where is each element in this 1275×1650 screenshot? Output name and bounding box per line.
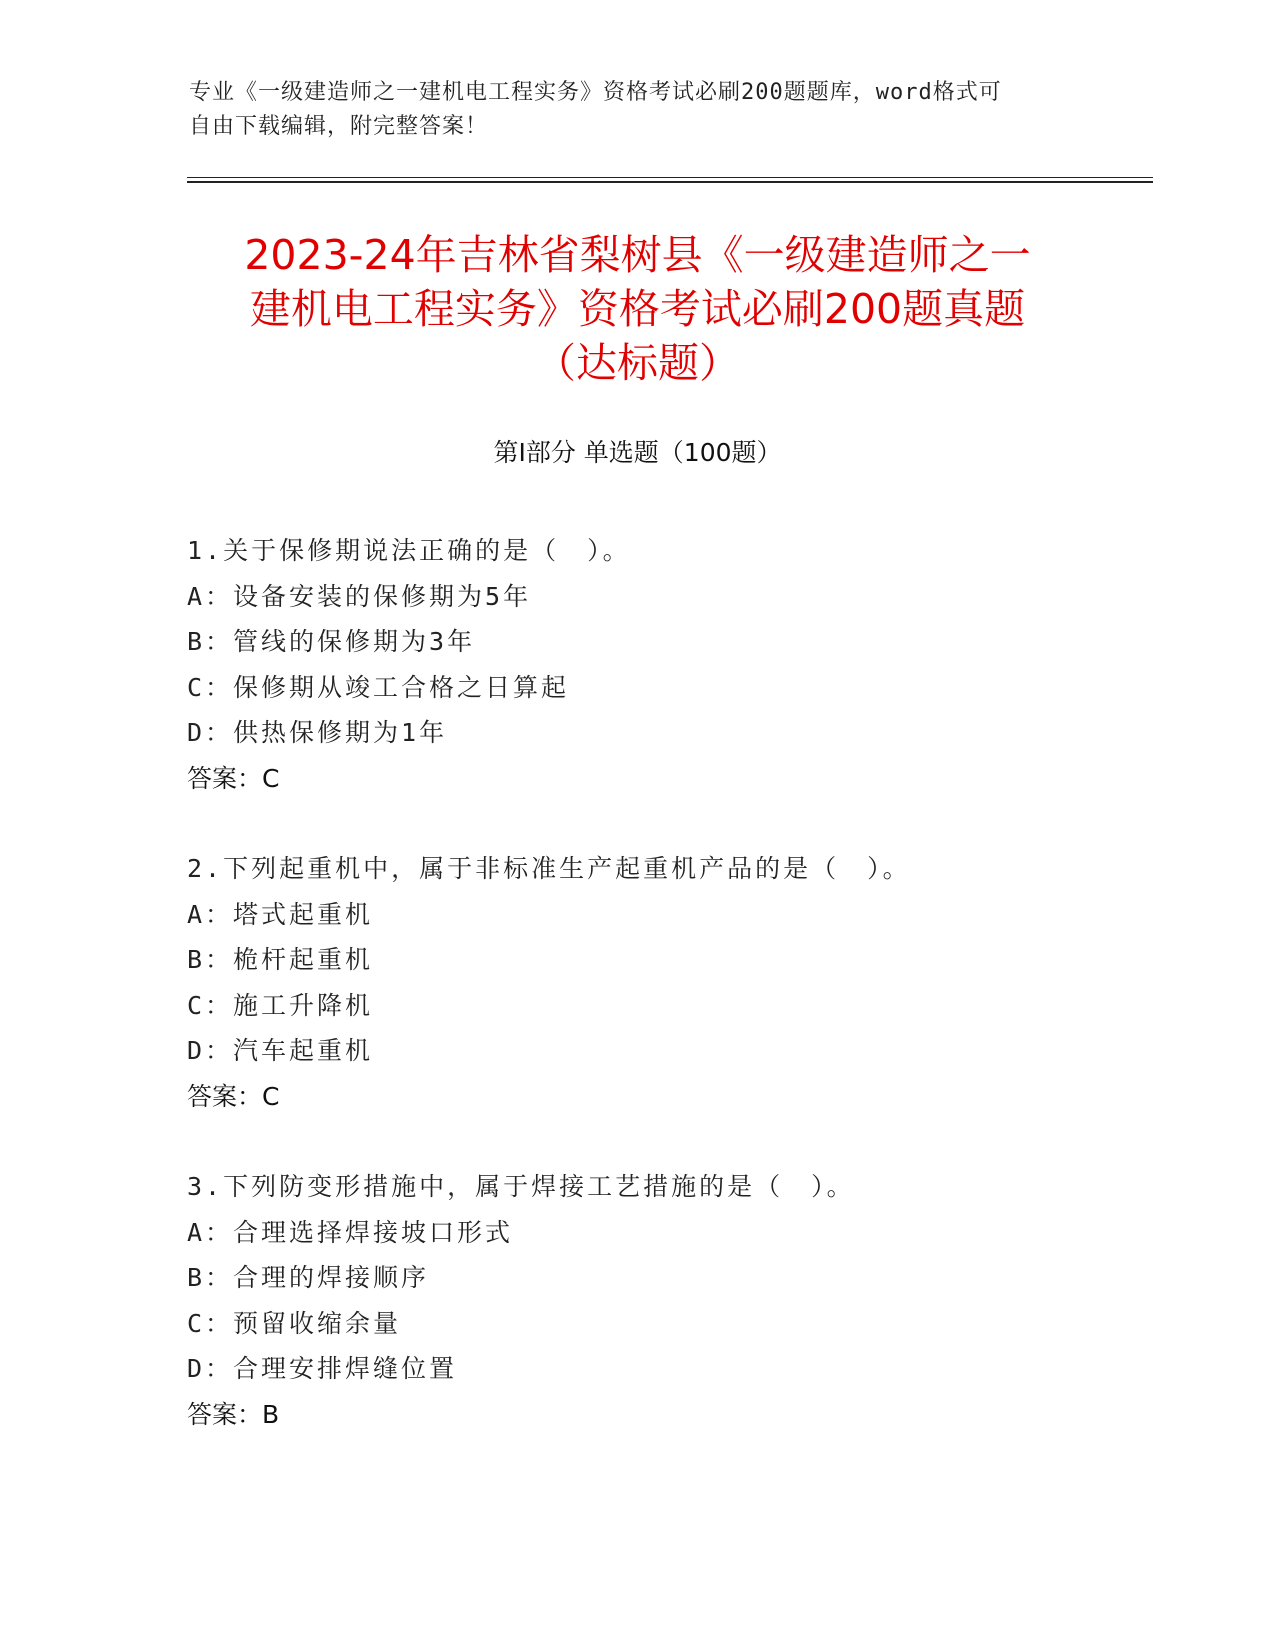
header-divider-thick bbox=[187, 181, 1153, 183]
option-b: B：合理的焊接顺序 bbox=[187, 1263, 430, 1292]
option-d: D：汽车起重机 bbox=[187, 1036, 374, 1065]
document-title-line-2: 建机电工程实务》资格考试必刷200题真题 bbox=[249, 285, 1026, 333]
question-stem: 3.下列防变形措施中，属于焊接工艺措施的是（ ）。 bbox=[187, 1172, 855, 1201]
section-heading: 第Ⅰ部分 单选题（100题） bbox=[493, 438, 782, 467]
header-note-line-1: 专业《一级建造师之一建机电工程实务》资格考试必刷200题题库，word格式可 bbox=[189, 80, 1002, 105]
header-note bbox=[189, 76, 1069, 144]
question-stem: 2.下列起重机中，属于非标准生产起重机产品的是（ ）。 bbox=[187, 854, 911, 883]
header-note-line-2: 自由下载编辑，附完整答案！ bbox=[189, 114, 489, 139]
document-title bbox=[160, 228, 1115, 390]
document-title-line-1: 2023-24年吉林省梨树县《一级建造师之一 bbox=[244, 231, 1031, 279]
option-d: D：合理安排焊缝位置 bbox=[187, 1354, 458, 1383]
option-a: A：合理选择焊接坡口形式 bbox=[187, 1217, 514, 1247]
option-a: A：设备安装的保修期为5年 bbox=[187, 581, 532, 611]
option-c: C：保修期从竣工合格之日算起 bbox=[187, 672, 570, 702]
option-c: C：预留收缩余量 bbox=[187, 1308, 402, 1338]
question-block bbox=[187, 846, 1137, 1119]
option-c: C：施工升降机 bbox=[187, 990, 374, 1020]
option-a: A：塔式起重机 bbox=[187, 899, 374, 929]
question-block bbox=[187, 1164, 1137, 1437]
option-b: B：管线的保修期为3年 bbox=[187, 627, 476, 656]
answer-text: 答案：C bbox=[187, 1081, 280, 1111]
question-stem: 1.关于保修期说法正确的是（ ）。 bbox=[187, 536, 631, 565]
document-title-line-3: （达标题） bbox=[535, 339, 740, 387]
answer-text: 答案：B bbox=[187, 1399, 280, 1429]
option-b: B：桅杆起重机 bbox=[187, 945, 374, 974]
header-divider-thin bbox=[187, 177, 1153, 178]
answer-text: 答案：C bbox=[187, 763, 280, 793]
question-block bbox=[187, 528, 1137, 801]
option-d: D：供热保修期为1年 bbox=[187, 718, 448, 747]
